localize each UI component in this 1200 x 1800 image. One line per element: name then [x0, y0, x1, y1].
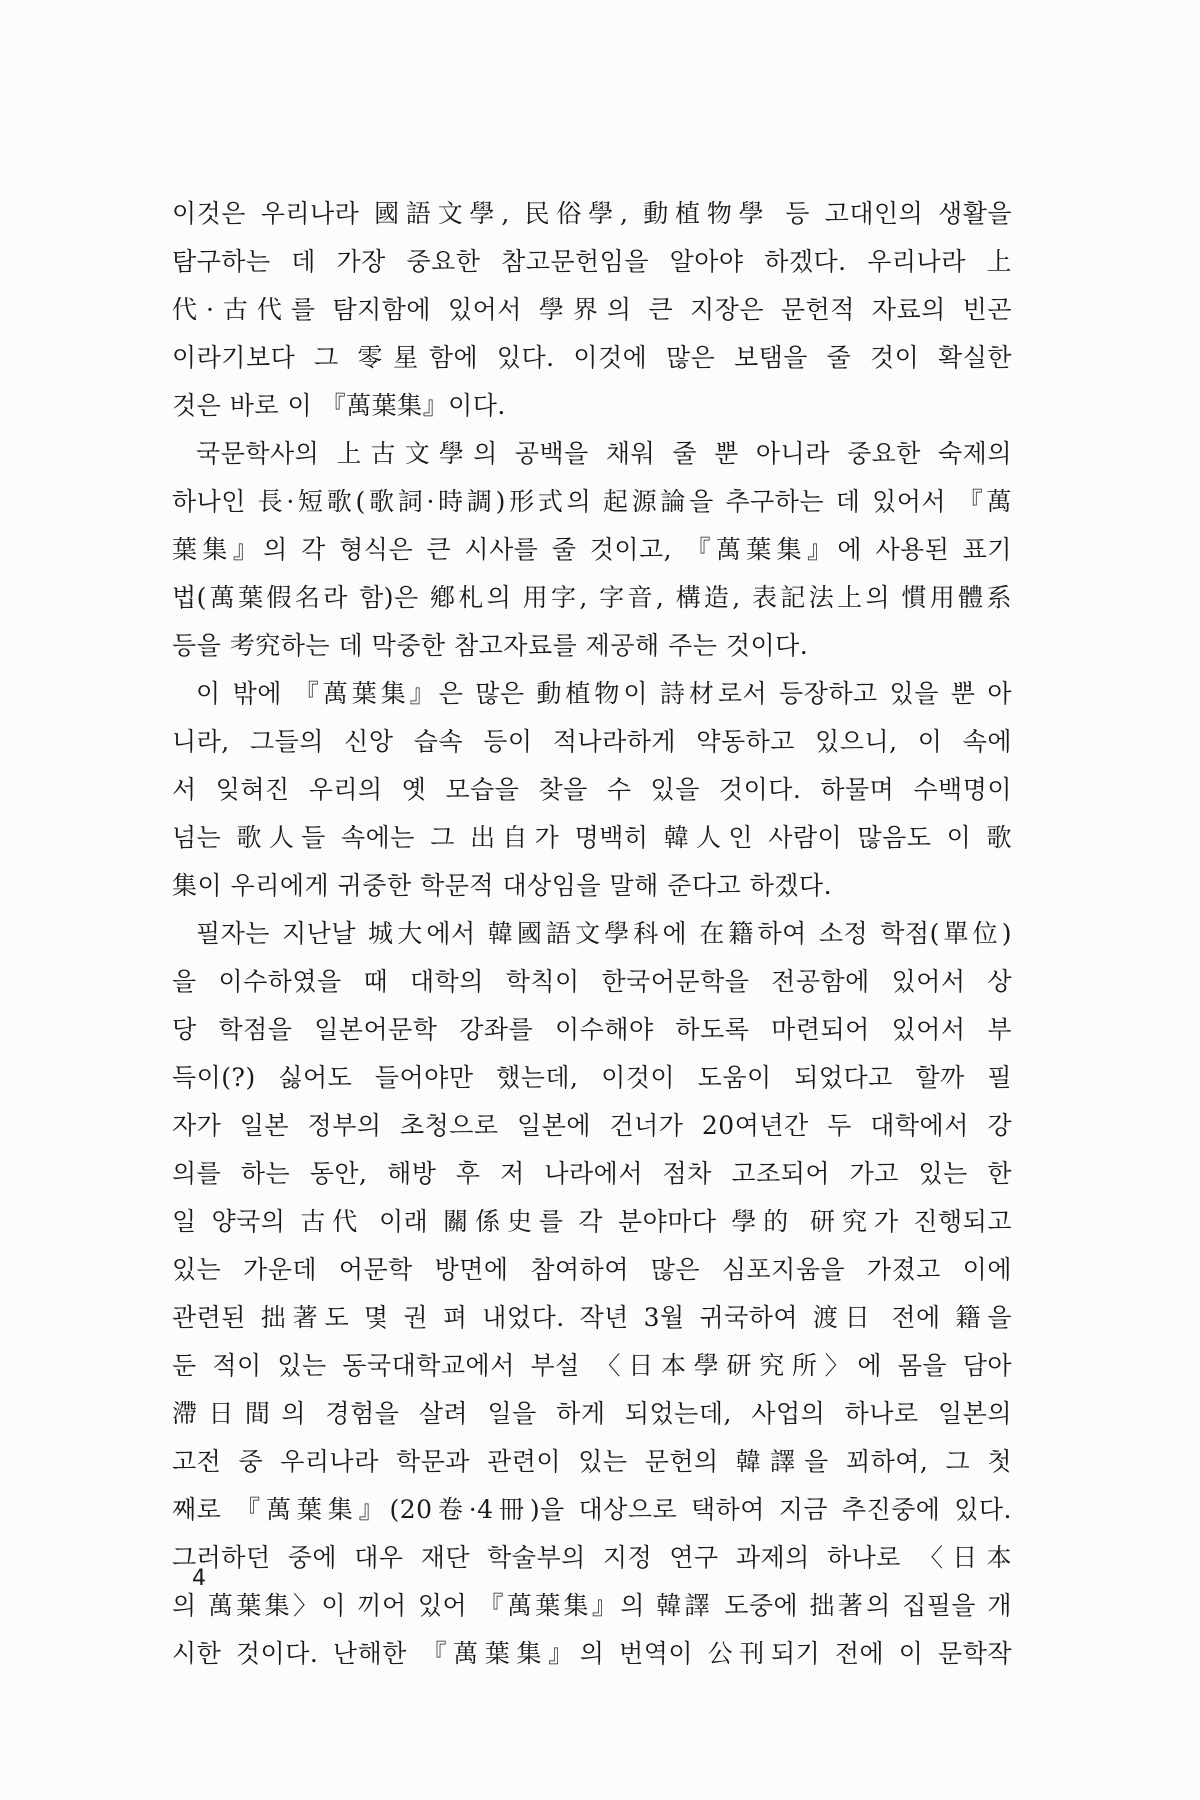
text-line: 째로 『萬葉集』(20卷·4冊)을 대상으로 택하여 지금 추진중에 있다. — [172, 1495, 1012, 1524]
text-line: 관련된 拙著도 몇 권 펴 내었다. 작년 3월 귀국하여 渡日 전에 籍을 — [172, 1303, 1012, 1332]
text-line: 국문학사의 上古文學의 공백을 채워 줄 뿐 아니라 중요한 숙제의 — [196, 439, 1012, 468]
text-line: 그러하던 중에 대우 재단 학술부의 지정 연구 과제의 하나로 〈日本 — [172, 1543, 1012, 1572]
text-line: 滯日間의 경험을 살려 일을 하게 되었는데, 사업의 하나로 일본의 — [172, 1399, 1012, 1428]
text-line: 葉集』의 각 형식은 큰 시사를 줄 것이고, 『萬葉集』에 사용된 표기 — [172, 535, 1012, 564]
text-line: 자가 일본 정부의 초청으로 일본에 건너가 20여년간 두 대학에서 강 — [172, 1111, 1012, 1140]
text-line: 서 잊혀진 우리의 옛 모습을 찾을 수 있을 것이다. 하물며 수백명이 — [172, 775, 1012, 804]
text-line: 둔 적이 있는 동국대학교에서 부설 〈日本學研究所〉에 몸을 담아 — [172, 1351, 1012, 1380]
page-number: 4 — [192, 1566, 206, 1591]
text-line: 이것은 우리나라 國語文學, 民俗學, 動植物學 등 고대인의 생활을 — [172, 199, 1012, 228]
text-line: 당 학점을 일본어문학 강좌를 이수해야 하도록 마련되어 있어서 부 — [172, 1015, 1012, 1044]
body-text — [172, 190, 1012, 1678]
text-line: 일 양국의 古代 이래 關係史를 각 분야마다 學的 研究가 진행되고 — [172, 1207, 1012, 1236]
text-line: 있는 가운데 어문학 방면에 참여하여 많은 심포지움을 가졌고 이에 — [172, 1255, 1012, 1284]
text-line: 의를 하는 동안, 해방 후 저 나라에서 점차 고조되어 가고 있는 한 — [172, 1159, 1012, 1188]
text-line: 득이(?) 싫어도 들어야만 했는데, 이것이 도움이 되었다고 할까 필 — [172, 1063, 1012, 1092]
text-line: 이라기보다 그 零星함에 있다. 이것에 많은 보탬을 줄 것이 확실한 — [172, 343, 1012, 372]
text-line: 니라, 그들의 신앙 습속 등이 적나라하게 약동하고 있으니, 이 속에 — [172, 727, 1012, 756]
text-line: 법(萬葉假名라 함)은 鄕札의 用字, 字音, 構造, 表記法上의 慣用體系 — [172, 583, 1012, 612]
text-line: 시한 것이다. 난해한 『萬葉集』의 번역이 公刊되기 전에 이 문학작 — [172, 1639, 1012, 1668]
text-line: 등을 考究하는 데 막중한 참고자료를 제공해 주는 것이다. — [172, 631, 809, 660]
text-line: 넘는 歌人들 속에는 그 出自가 명백히 韓人인 사람이 많음도 이 歌 — [172, 823, 1012, 852]
text-line: 필자는 지난날 城大에서 韓國語文學科에 在籍하여 소정 학점(單位) — [196, 919, 1012, 948]
text-line: 代·古代를 탐지함에 있어서 學界의 큰 지장은 문헌적 자료의 빈곤 — [172, 295, 1012, 324]
text-line: 것은 바로 이 『萬葉集』이다. — [172, 391, 506, 420]
text-line: 을 이수하였을 때 대학의 학칙이 한국어문학을 전공함에 있어서 상 — [172, 967, 1012, 996]
text-line: 의 萬葉集〉이 끼어 있어 『萬葉集』의 韓譯 도중에 拙著의 집필을 개 — [172, 1591, 1012, 1620]
text-line: 고전 중 우리나라 학문과 관련이 있는 문헌의 韓譯을 꾀하여, 그 첫 — [172, 1447, 1012, 1476]
text-line: 탐구하는 데 가장 중요한 참고문헌임을 알아야 하겠다. 우리나라 上 — [172, 247, 1012, 276]
text-line: 集이 우리에게 귀중한 학문적 대상임을 말해 준다고 하겠다. — [172, 871, 833, 900]
text-line: 이 밖에 『萬葉集』은 많은 動植物이 詩材로서 등장하고 있을 뿐 아 — [196, 679, 1012, 708]
text-line: 하나인 長·短歌(歌詞·時調)形式의 起源論을 추구하는 데 있어서 『萬 — [172, 487, 1012, 516]
